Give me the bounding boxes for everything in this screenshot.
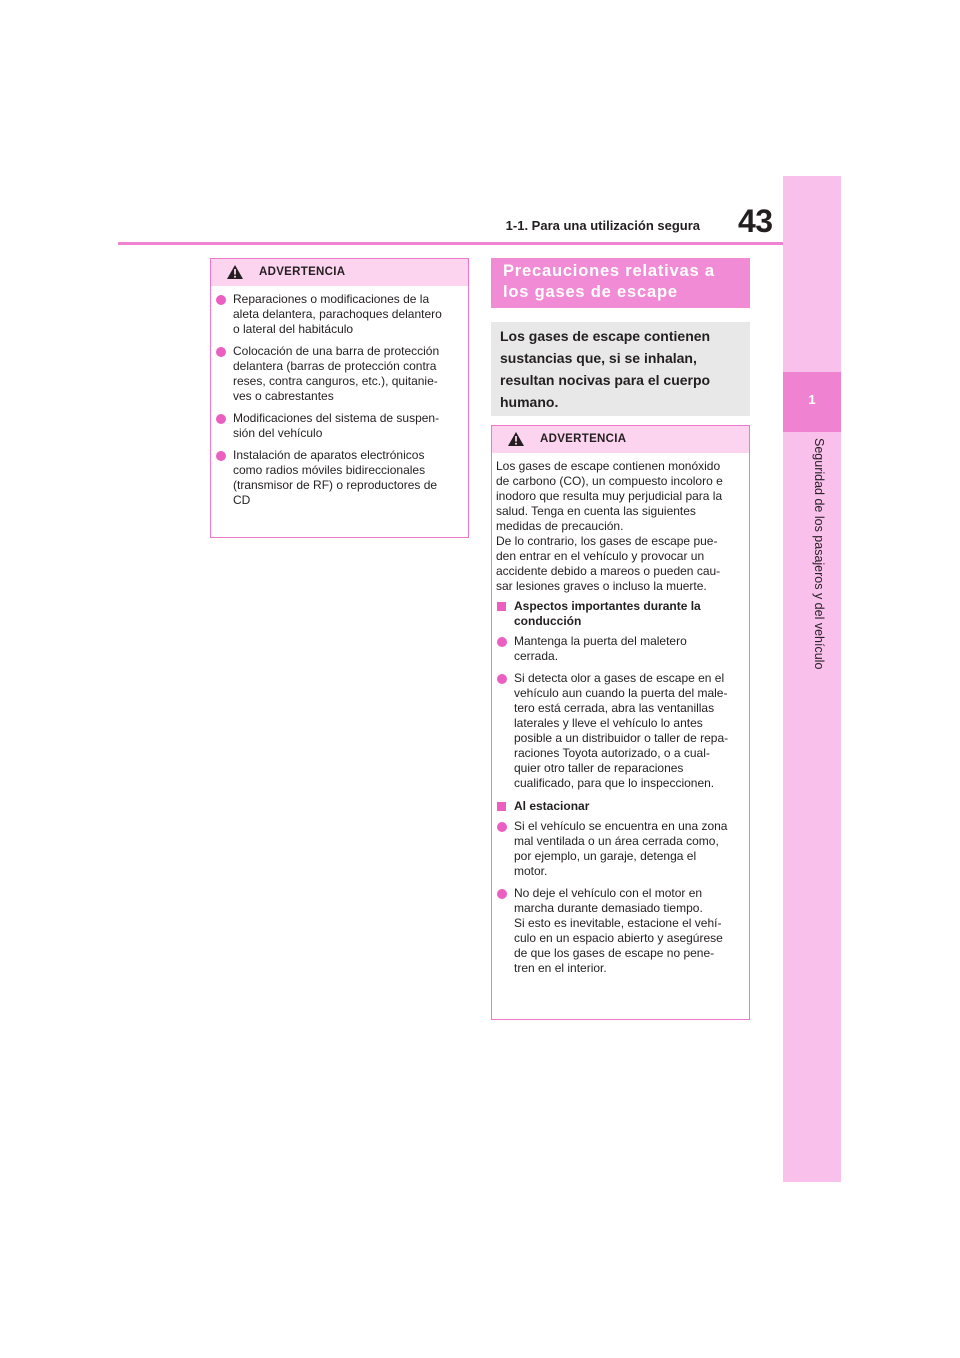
warning-header [211, 259, 468, 286]
warning-intro: Los gases de escape contienen monóxido de carbono (CO), un compuesto incoloro e inodoro que resulta muy perjudicial para la salud. Tenga en cuenta las siguientes medidas de precaución. De lo contrario, los gases de escape pue- den entrar en el vehículo y provocar un accidente debido a mareos o pueden cau- sar lesiones graves o incluso la muerte. [496, 459, 723, 593]
summary-line: sustancias que, si se inhalan, [500, 350, 697, 366]
list-item: Si el vehículo se encuentra en una zona mal ventilada o un área cerrada como, por ejemplo, un garaje, detenga el motor. [496, 819, 741, 879]
subsection-heading: Aspectos importantes durante la conducción [496, 599, 741, 629]
list-item: Colocación de una barra de protección delantera (barras de protección contra reses, contra canguros, etc.), quitanie- ves o cabrestantes [215, 344, 458, 404]
bullet-icon [216, 295, 226, 305]
header-divider [118, 242, 783, 245]
page-number: 43 [738, 203, 773, 239]
warning-label: ADVERTENCIA [259, 266, 346, 278]
warning-box-right [491, 425, 750, 1020]
bullet-icon [497, 674, 507, 684]
bullet-icon [497, 889, 507, 899]
warning-triangle-icon [507, 431, 525, 447]
warning-box-left [210, 258, 469, 538]
bullet-icon [216, 414, 226, 424]
summary-line: Los gases de escape contienen [500, 328, 711, 344]
bullet-icon [497, 637, 507, 647]
summary-line: humano. [500, 394, 559, 410]
summary-line: resultan nocivas para el cuerpo [500, 372, 711, 388]
warning-header [492, 426, 749, 453]
list-item: Mantenga la puerta del maletero cerrada. [496, 634, 741, 664]
square-bullet-icon [497, 602, 506, 611]
bullet-icon [216, 451, 226, 461]
subsection-heading: Al estacionar [496, 799, 741, 814]
summary-box [491, 322, 750, 416]
square-bullet-icon [497, 802, 506, 811]
section-title: 1-1. Para una utilización segura [505, 218, 700, 233]
list-item: Modificaciones del sistema de suspen- sión del vehículo [215, 411, 458, 441]
list-item: Instalación de aparatos electrónicos como radios móviles bidireccionales (transmisor de RF) o reproductores de CD [215, 448, 458, 508]
chapter-title: Seguridad de los pasajeros y del vehículo [812, 438, 826, 670]
warning-triangle-icon [226, 264, 244, 280]
chapter-number: 1 [808, 392, 816, 407]
warning-label: ADVERTENCIA [540, 433, 627, 445]
precautions-heading-line2: los gases de escape [503, 283, 678, 301]
precautions-heading-line1: Precauciones relativas a [503, 262, 715, 280]
chapter-sidebar [783, 176, 841, 1182]
precautions-heading [491, 258, 750, 308]
list-item: No deje el vehículo con el motor en marcha durante demasiado tiempo. Si esto es inevitable, estacione el vehí- culo en un espacio abierto y asegúrese de que los gases de escape no pene- tren en el interior. [496, 886, 741, 976]
list-item: Reparaciones o modificaciones de la aleta delantera, parachoques delantero o lateral del habitáculo [215, 292, 458, 337]
bullet-icon [497, 822, 507, 832]
bullet-icon [216, 347, 226, 357]
list-item: Si detecta olor a gases de escape en el vehículo aun cuando la puerta del male- tero está cerrada, abra las ventanillas laterales y lleve el vehículo lo antes posible a un distribuidor o taller de repa- raciones Toyota autorizado, o a cual- quier otro taller de reparaciones cualificado, para que lo inspeccionen. [496, 671, 741, 791]
